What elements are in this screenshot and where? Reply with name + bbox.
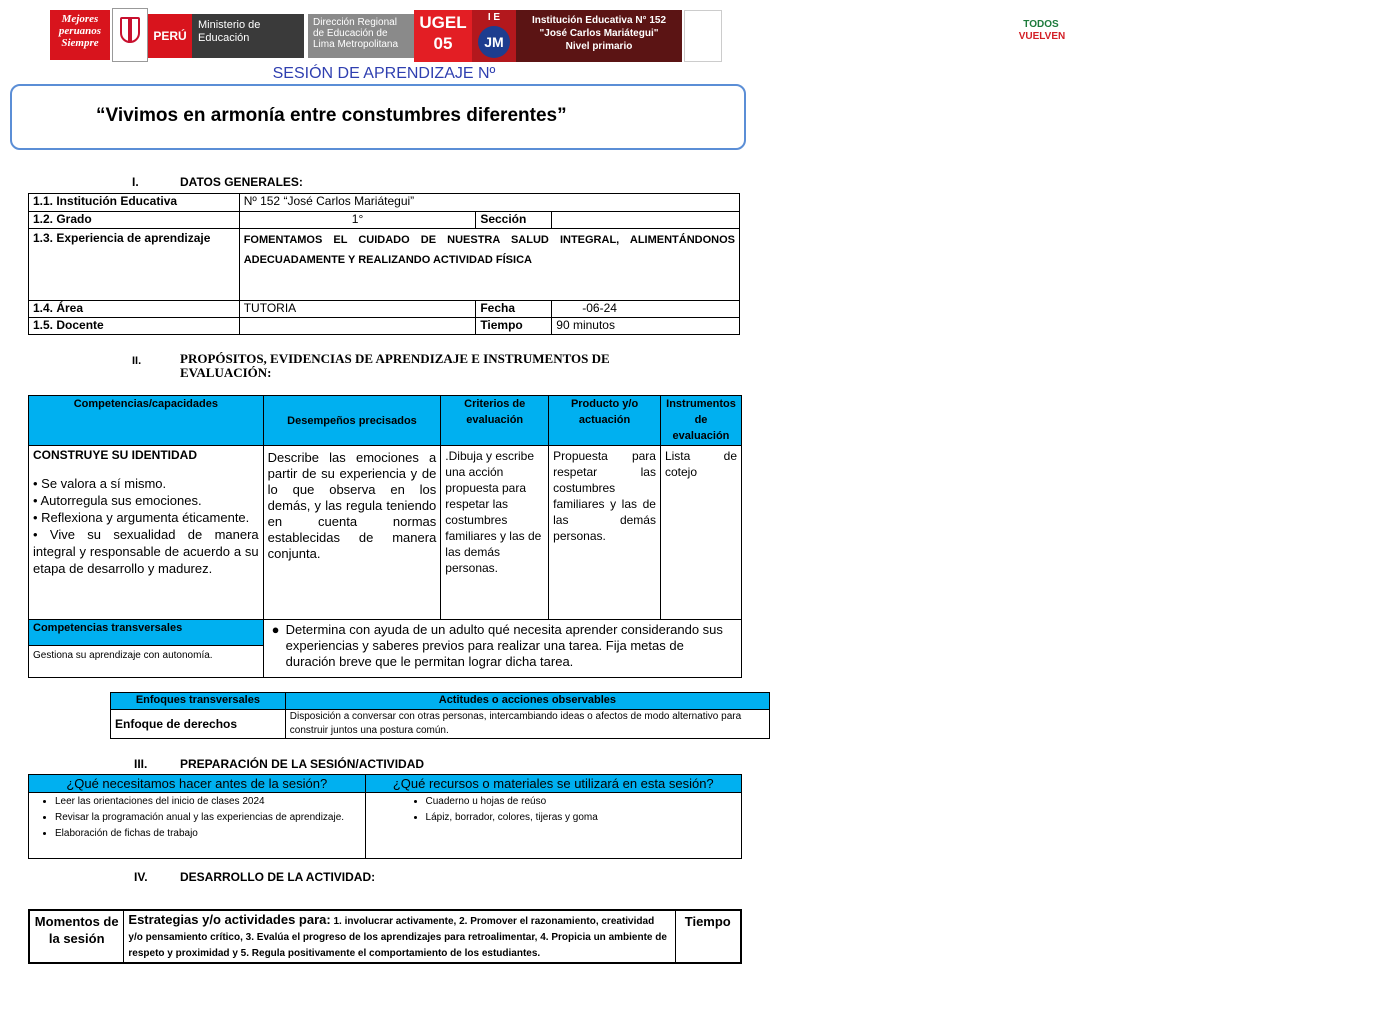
transversal-value: Gestiona su aprendizaje con autonomía. <box>33 650 213 661</box>
ie-initials: JM <box>478 26 510 58</box>
header-banner <box>50 8 1066 65</box>
recurso-item: • Lápiz, borrador, colores, tijeras y goma <box>426 811 737 825</box>
criterio-cell: .Dibuja y escribe una acción propuesta para respetar las costumbres familiares y las de las demás personas. <box>441 446 549 620</box>
seccion-value <box>552 212 740 229</box>
transversal-desc-cell <box>263 620 741 678</box>
antes-header: ¿Qué necesitamos hacer antes de la sesión? <box>29 775 366 793</box>
producto-cell: Propuesta para respetar las costumbres familiares y las de las demás personas. <box>549 446 661 620</box>
col-instrumentos: Instrumentos de evaluación <box>660 396 741 446</box>
docente-label: 1.5. Docente <box>29 318 240 335</box>
recursos-list <box>370 795 737 825</box>
datos-generales-table <box>28 193 740 335</box>
ugel-line1: UGEL <box>419 13 467 32</box>
slogan-logo <box>50 10 110 60</box>
col-producto: Producto y/o actuación <box>549 396 661 446</box>
col-competencias: Competencias/capacidades <box>29 396 264 446</box>
estrategias-text: 1. involucrar activamente, 2. Promover el razonamiento, creatividad y/o pensamiento crítico, 3. Evalúa el progreso de los aprendizajes para retroalimentar, 4. Propicia un ambiente de respeto y proximidad y 5. Regula positivamente el comportamiento de los estudiantes. <box>128 916 667 959</box>
enfoques-header: Enfoques transversales <box>111 693 286 710</box>
section1-number: I. <box>132 175 139 189</box>
fecha-label: Fecha <box>476 301 552 318</box>
slogan-text: Mejores peruanos Siempre <box>58 13 102 49</box>
tiempo-value: 90 minutos <box>552 318 740 335</box>
peru-shield-icon <box>112 8 148 62</box>
desarrollo-table <box>28 909 742 964</box>
tiempo-label: Tiempo <box>476 318 552 335</box>
antes-list <box>33 795 361 841</box>
actitud-text: Disposición a conversar con otras personas, intercambiando ideas o afectos de modo alternativo para construir juntos una postura común. <box>285 710 769 739</box>
enfoques-table <box>110 692 770 739</box>
preparacion-table <box>28 774 742 859</box>
experiencia-value: FOMENTAMOS EL CUIDADO DE NUESTRA SALUD INTEGRAL, ALIMENTÁNDONOS ADECUADAMENTE Y REALIZANDO ACTIVIDAD FÍSICA <box>239 229 739 301</box>
area-label: 1.4. Área <box>29 301 240 318</box>
ugel-logo <box>414 10 472 62</box>
estrategias-lead: Estrategias y/o actividades para: <box>128 912 331 927</box>
institution-banner <box>516 10 682 62</box>
inst-line3: Nivel primario <box>565 41 633 52</box>
section2-number: II. <box>132 355 142 367</box>
grado-value: 1° <box>239 212 476 229</box>
antes-item: • Leer las orientaciones del inicio de clases 2024 <box>55 795 361 809</box>
actitudes-header: Actitudes o acciones observables <box>285 693 769 710</box>
transversal-desc: Determina con ayuda de un adulto qué necesita aprender considerando sus experiencias y saberes previos para realizar una tarea. Fija metas de duración breve que le permitan lograr dicha tarea. <box>285 622 723 669</box>
desempeno-cell: Describe las emociones a partir de su experiencia y de lo que observa en los demás, y las regula teniendo en cuenta normas establecidas de manera conjunta. <box>263 446 441 620</box>
experiencia-label-text: 1.3. Experiencia de aprendizaje <box>33 231 211 245</box>
capacidad-2: • Autorregula sus emociones. <box>33 493 202 508</box>
ie-logo <box>472 10 516 62</box>
instrumento-cell: Lista de cotejo <box>660 446 741 620</box>
recursos-cell <box>365 793 741 859</box>
inst-line1: Institución Educativa N° 152 <box>531 15 667 26</box>
competencia-cell <box>29 446 264 620</box>
dre-label: Dirección Regional de Educación de Lima Metropolitana <box>308 14 414 58</box>
capacidad-4: • Vive su sexualidad de manera integral y responsable de acuerdo a su etapa de desarrollo y madurez. <box>33 527 259 576</box>
todos-line2: VUELVEN <box>1018 31 1066 42</box>
capacidad-1: • Se valora a sí mismo. <box>33 476 167 491</box>
antes-item: • Elaboración de fichas de trabajo <box>55 827 361 841</box>
ugel-line2: 05 <box>433 34 453 53</box>
section4-number: IV. <box>134 870 148 884</box>
propositos-table <box>28 395 742 678</box>
section1-title: DATOS GENERALES: <box>180 175 303 189</box>
section2-title: PROPÓSITOS, EVIDENCIAS DE APRENDIZAJE E INSTRUMENTOS DE EVALUACIÓN: <box>180 351 610 380</box>
tiempo-header: Tiempo <box>675 910 741 963</box>
antes-cell <box>29 793 366 859</box>
ministry-label: Ministerio de Educación <box>192 14 304 58</box>
competencia-title: CONSTRUYE SU IDENTIDAD <box>33 448 198 462</box>
section3-number: III. <box>134 757 148 771</box>
section4-title: DESARROLLO DE LA ACTIVIDAD: <box>180 870 376 884</box>
estrategias-header <box>124 910 675 963</box>
momentos-header: Momentos de la sesión <box>29 910 124 963</box>
fecha-value: -06-24 <box>552 301 740 318</box>
capacidad-3: • Reflexiona y argumenta éticamente. <box>33 510 250 525</box>
bullet-icon: ● <box>271 622 280 637</box>
ie-label: I E <box>487 12 501 23</box>
inst-label: 1.1. Institución Educativa <box>29 194 240 212</box>
enfoque-name: Enfoque de derechos <box>111 710 286 739</box>
section3-title: PREPARACIÓN DE LA SESIÓN/ACTIVIDAD <box>180 757 425 771</box>
recurso-item: • Cuaderno u hojas de reúso <box>426 795 737 809</box>
transversal-cell <box>29 620 264 678</box>
peru-label: PERÚ <box>148 14 192 58</box>
session-title: “Vivimos en armonía entre constumbres diferentes” <box>96 105 567 126</box>
grado-label: 1.2. Grado <box>29 212 240 229</box>
transversales-label: Competencias transversales <box>29 620 263 646</box>
recursos-header: ¿Qué recursos o materiales se utilizará en esta sesión? <box>365 775 741 793</box>
experiencia-label <box>29 229 240 301</box>
col-desempenos: Desempeños precisados <box>263 396 441 446</box>
inst-value: Nº 152 “José Carlos Mariátegui” <box>239 194 739 212</box>
inst-line2: "José Carlos Mariátegui" <box>539 28 659 39</box>
session-label: SESIÓN DE APRENDIZAJE Nº <box>272 65 496 82</box>
antes-item: • Revisar la programación anual y las experiencias de aprendizaje. <box>55 811 361 825</box>
col-criterios: Criterios de evaluación <box>441 396 549 446</box>
seccion-label: Sección <box>476 212 552 229</box>
area-value: TUTORIA <box>239 301 476 318</box>
todos-line1: TODOS <box>1023 19 1059 30</box>
todos-vuelven-logo <box>684 10 1066 62</box>
docente-value <box>239 318 476 335</box>
